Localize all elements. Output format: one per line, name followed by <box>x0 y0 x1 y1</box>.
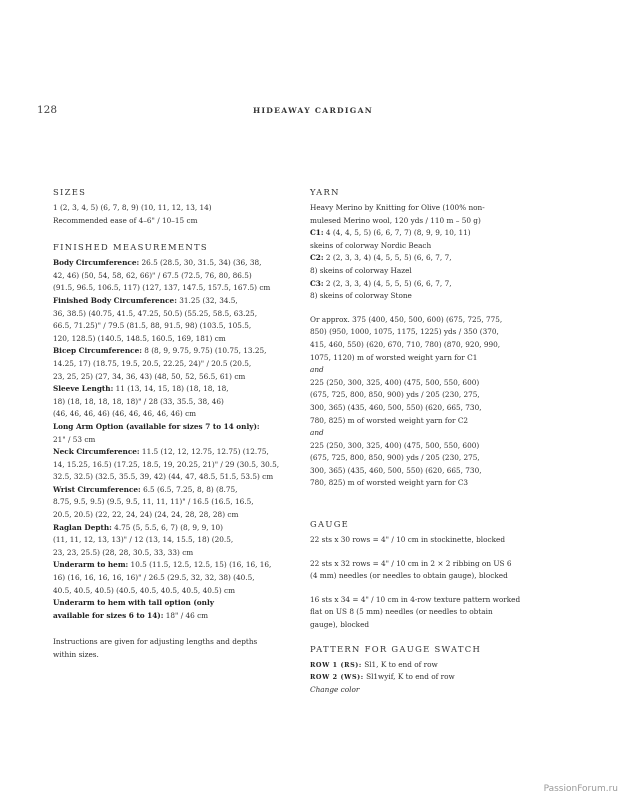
sleeve-length: Sleeve Length: 11 (13, 14, 15, 18) (18, 18, 18, 18) (18, 18, 18, 18, 18)" / 28 (33, 35.5, 38, 46) (46, 46, 46, 46) (46, 46, 46, 46, 46) cm <box>53 384 229 419</box>
bicep-circumference: Bicep Circumference: 8 (8, 9, 9.75, 9.75) (10.75, 13.25, 14.25, 17) (18.75, 19.5, 20.5, 22.25, 24)" / 20.5 (20.5, 23, 25, 25) (27, 34, 36, 43) (48, 50, 52, 56.5, 61) cm <box>53 346 267 381</box>
color-c3: C3: 2 (2, 3, 3, 4) (4, 5, 5, 5) (6, 6, 7, 7, 8) skeins of colorway Stone <box>310 278 452 301</box>
long-arm-option: Long Arm Option (available for sizes 7 to 14 only): 21" / 53 cm <box>53 421 260 444</box>
sizes-line: 1 (2, 3, 4, 5) (6, 7, 8, 9) (10, 11, 12, 13, 14) <box>53 203 212 212</box>
swatch-heading: PATTERN FOR GAUGE SWATCH <box>310 643 482 654</box>
wrist-circumference: Wrist Circumference: 6.5 (6.5, 7.25, 8, 8) (8.75, 8.75, 9.5, 9.5) (9.5, 9.5, 11, 11, 11)" / 16.5 (16.5, 16.5, 20.5, 20.5) (22, 22, 24, 24) (24, 24, 28, 28, 28) cm <box>53 484 254 520</box>
yarn-approx-c3: 225 (250, 300, 325, 400) (475, 500, 550, 600) (675, 725, 800, 850, 900) yds / 205 (230, 275, 300, 365) (435, 460, 500, 550) (620, 665, 730, 780, 825) m of worsted weight yarn for C3 <box>310 440 482 488</box>
left-column <box>53 186 293 662</box>
neck-circumference: Neck Circumference: 11.5 (12, 12, 12.75, 12.75) (12.75, 14, 15.25, 16.5) (17.25, 18.5, 19, 20.25, 21)" / 29 (30.5, 30.5, 32.5, 32.5) (32.5, 35.5, 39, 42) (44, 47, 48.5, 51.5, 53.5) cm <box>53 447 280 482</box>
swatch-row-1: ROW 1 (RS): Sl1, K to end of row <box>310 659 438 669</box>
swatch-row-2: ROW 2 (WS): Sl1wyif, K to end of row <box>310 672 455 682</box>
underarm-to-hem: Underarm to hem: 10.5 (11.5, 12.5, 12.5, 15) (16, 16, 16, 16) (16, 16, 16, 16, 16)" / 26.5 (29.5, 32, 32, 38) (40.5, 40.5, 40.5, 40.5) (40.5, 40.5, 40.5, 40.5, 40.5) cm <box>53 560 272 595</box>
watermark: PassionForum.ru <box>543 784 618 794</box>
yarn-approx-c2: 225 (250, 300, 325, 400) (475, 500, 550, 600) (675, 725, 800, 850, 900) yds / 205 (230, 275, 300, 365) (435, 460, 500, 550) (620, 665, 730, 780, 825) m of worsted weight yarn for C2 <box>310 377 482 425</box>
color-c2: C2: 2 (2, 3, 3, 4) (4, 5, 5, 5) (6, 6, 7, 7, 8) skeins of colorway Hazel <box>310 253 452 275</box>
and-separator: and <box>310 428 324 438</box>
right-column <box>310 186 550 696</box>
sizes-heading: SIZES <box>53 187 87 197</box>
gauge-texture: 16 sts x 34 = 4" / 10 cm in 4-row texture pattern worked flat on US 8 (5 mm) needles (or needles to obtain gauge), blocked <box>310 594 521 630</box>
finished-measurements-heading: FINISHED MEASUREMENTS <box>53 242 208 253</box>
underarm-to-hem-tall: Underarm to hem with tall option (only available for sizes 6 to 14): 18" / 46 cm <box>53 598 214 620</box>
running-title: HIDEAWAY CARDIGAN <box>252 106 374 115</box>
page-number: 128 <box>37 104 58 116</box>
swatch-change-color: Change color <box>310 684 360 694</box>
yarn-heading: YARN <box>310 187 340 197</box>
ease-line: Recommended ease of 4–6" / 10–15 cm <box>53 215 198 225</box>
body-circumference: Body Circumference: 26.5 (28.5, 30, 31.5, 34) (36, 38, 42, 46) (50, 54, 58, 62, 66)" / 67.5 (72.5, 76, 80, 86.5) (91.5, 96.5, 106.5, 117) (127, 137, 147.5, 157.5, 167.5) cm <box>53 258 271 293</box>
yarn-intro: Heavy Merino by Knitting for Olive (100% non- mulesed Merino wool, 120 yds / 110 m – 50 g) <box>310 203 485 225</box>
finished-body-circumference: Finished Body Circumference: 31.25 (32, 34.5, 36, 38.5) (40.75, 41.5, 47.25, 50.5) (55.25, 58.5, 63.25, 66.5, 71.25)" / 79.5 (81.5, 88, 91.5, 98) (103.5, 105.5, 120, 128.5) (140.5, 148.5, 160.5, 169, 181) cm <box>53 295 258 343</box>
gauge-ribbing: 22 sts x 32 rows = 4" / 10 cm in 2 × 2 ribbing on US 6 (4 mm) needles (or needles to obtain gauge), blocked <box>310 558 512 581</box>
raglan-depth: Raglan Depth: 4.75 (5, 5.5, 6, 7) (8, 9, 9, 10) (11, 11, 12, 13, 13)" / 12 (13, 14, 15.5, 18) (20.5, 23, 23, 25.5) (28, 28, 30.5, 33, 33) cm <box>53 522 234 557</box>
gauge-heading: GAUGE <box>310 519 350 530</box>
and-separator: and <box>310 365 324 375</box>
gauge-stockinette: 22 sts x 30 rows = 4" / 10 cm in stockinette, blocked <box>310 535 506 545</box>
yarn-approx-c1: Or approx. 375 (400, 450, 500, 600) (675, 725, 775, 850) (950, 1000, 1075, 1175, 1225) yds / 350 (370, 415, 460, 550) (620, 670, 710, 780) (870, 920, 990, 1075, 1120) m of worsted weight yarn for C1 <box>310 314 503 362</box>
color-c1: C1: 4 (4, 4, 5, 5) (6, 6, 7, 7) (8, 9, 9, 10, 11) skeins of colorway Nordic Beach <box>310 228 471 250</box>
instructions-note: Instructions are given for adjusting lengths and depths within sizes. <box>53 637 258 659</box>
